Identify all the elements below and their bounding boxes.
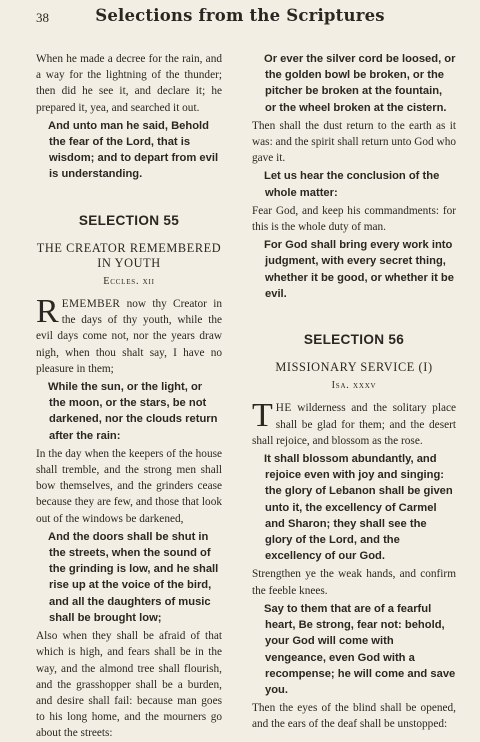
verse-plain-opening — [36, 293, 222, 377]
scripture-reference: Eccles. xii — [103, 275, 155, 287]
verse-response: While the sun, or the light, or the moon, or the stars, be not darkened, nor the clouds return after the rain: — [48, 381, 218, 442]
drop-cap: R — [36, 293, 59, 331]
verse-plain: When he made a decree for the rain, and a way for the lightning of the thunder; then did he see it, and declare it; he prepared it, yea, and searched it out. — [36, 53, 222, 114]
verse-response: Or ever the silver cord be loosed, or the golden bowl be broken, or the pitcher be broken at the fountain, or the wheel broken at the cistern. — [264, 53, 456, 114]
verse-response: Say to them that are of a fearful heart, Be strong, fear not: behold, your God will come with vengeance, even God with a recompense; he will come and save you. — [264, 602, 456, 696]
right-column — [252, 51, 456, 733]
verse-response: It shall blossom abundantly, and rejoice even with joy and singing: the glory of Lebanon shall be given unto it, the excellency of Carmel and Sharon; they shall see the glory of the Lord, and the excellency of our God. — [264, 453, 453, 563]
verse-plain: Strengthen ye the weak hands, and confirm the feeble knees. — [252, 568, 456, 597]
verse-plain: In the day when the keepers of the house shall tremble, and the strong men shall bow themselves, and the grinders cease because they are few, and those that look out of the windows be darkened, — [36, 447, 222, 525]
verse-plain: Fear God, and keep his commandments: for this is the whole duty of man. — [252, 204, 456, 234]
selection-title: MISSIONARY SERVICE (I) — [275, 360, 433, 375]
verse-response: Let us hear the conclusion of the whole matter: — [264, 170, 440, 199]
verse-plain: Then shall the dust return to the earth as it was: and the spirit shall return unto God who gave it. — [252, 119, 456, 165]
verse-response: For God shall bring every work into judgment, with every secret thing, whether it be good, or whether it be evil. — [264, 239, 454, 300]
verse-plain: Then the eyes of the blind shall be opened, and the ears of the deaf shall be unstopped: — [252, 702, 456, 731]
selection-heading: SELECTION 56 — [303, 332, 405, 348]
opening-caps: HE — [275, 402, 292, 415]
verse-response: And unto man he said, Behold the fear of the Lord, that is wisdom; and to depart from evil is understanding. — [48, 119, 219, 181]
verse-response: And the doors shall be shut in the streets, when the sound of the grinding is low, and he shall rise up at the voice of the bird, and all the daughters of music shall be brought low; — [48, 530, 219, 624]
selection-title: THE CREATOR REMEMBERED IN YOUTH — [36, 240, 222, 270]
page-number: 38 — [36, 10, 49, 25]
opening-text: wilderness and the solitary place shall be glad for them; and the desert shall rejoice, and blossom as the rose. — [252, 402, 456, 447]
drop-cap: T — [252, 397, 273, 435]
verse-plain: Also when they shall be afraid of that which is high, and fears shall be in the way, and the almond tree shall flourish, and the grasshopper shall be a burden, and desire shall fail: because man goes to his long home, and the mourners go about the streets: — [36, 630, 222, 740]
running-head: Selections from the Scriptures — [95, 6, 385, 25]
opening-text: now thy Creator in the days of thy youth, while the evil days come not, nor the years draw nigh, when thou shalt say, I have no pleasure in them; — [36, 298, 222, 375]
opening-caps: EMEMBER — [61, 298, 121, 311]
selection-heading: SELECTION 55 — [78, 212, 180, 228]
scripture-reference: Isa. xxxv — [331, 380, 377, 392]
left-column — [36, 51, 222, 742]
verse-plain-opening — [252, 397, 456, 449]
